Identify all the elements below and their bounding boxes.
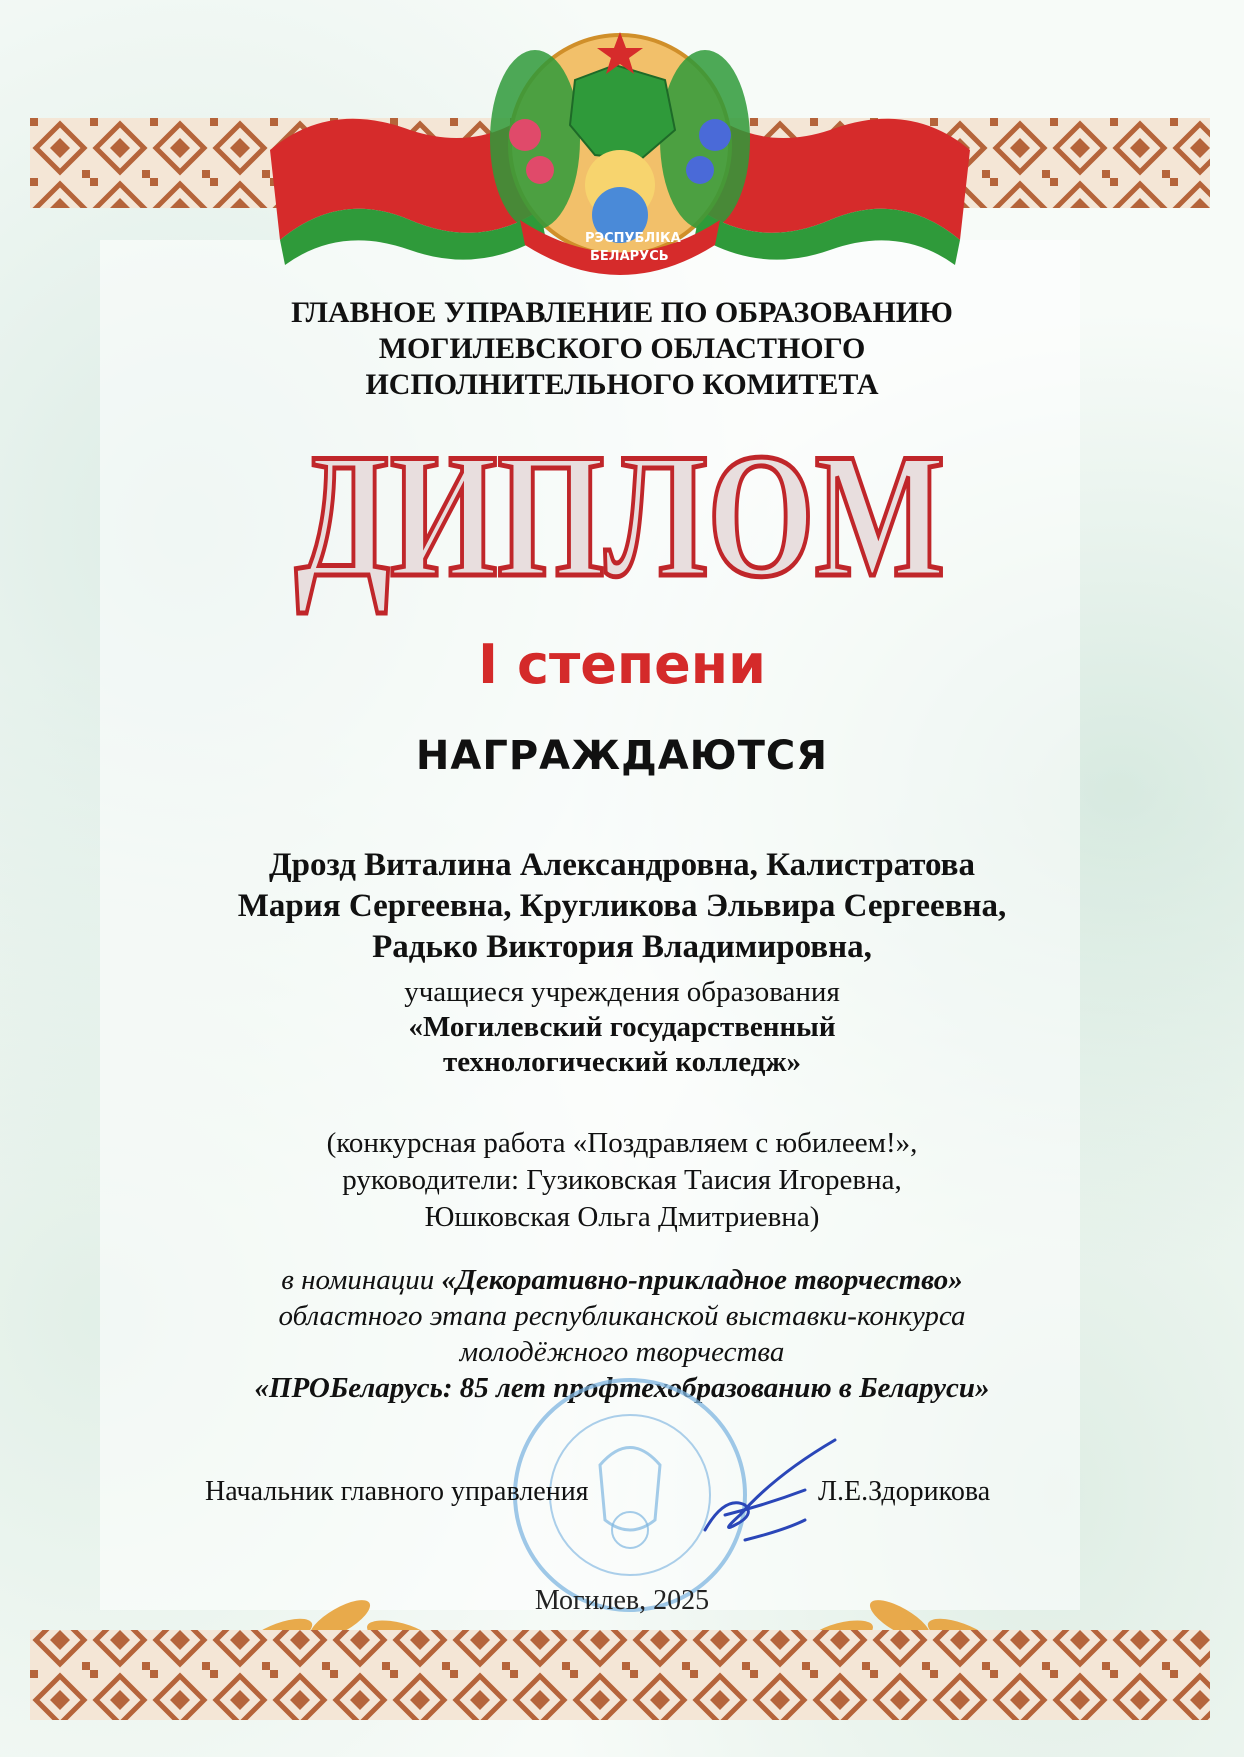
- recipients-line-1: Дрозд Виталина Александровна, Калистратова: [268, 847, 976, 883]
- recipients-line-3: Радько Виктория Владимировна,: [372, 929, 872, 965]
- awarded-label: НАГРАЖДАЮТСЯ: [415, 733, 829, 779]
- issuer-header: [0, 295, 1244, 403]
- institution: [0, 975, 1244, 1080]
- state-emblem: [270, 20, 970, 290]
- header-line-1: ГЛАВНОЕ УПРАВЛЕНИЕ ПО ОБРАЗОВАНИЮ: [291, 296, 953, 329]
- nomination-name: «Декоративно-прикладное творчество»: [441, 1264, 963, 1296]
- header-line-3: ИСПОЛНИТЕЛЬНОГО КОМИТЕТА: [365, 368, 879, 401]
- students-line-1: учащиеся учреждения образования: [404, 976, 840, 1008]
- degree-label: I степени: [478, 633, 766, 696]
- bottom-ornament-border: [30, 1610, 1210, 1720]
- work-line-2: руководители: Гузиковская Таисия Игоревна,: [342, 1164, 902, 1196]
- city-year: Могилев, 2025: [534, 1585, 710, 1616]
- signatory-name: Л.Е.Здорикова: [818, 1476, 991, 1507]
- work-line-1: (конкурсная работа «Поздравляем с юбилеем!»,: [326, 1127, 918, 1159]
- nomination-prefix: в номинации: [281, 1264, 442, 1296]
- diploma-title-text: ДИПЛОМ: [295, 416, 945, 614]
- ribbon-text-1: РЭСПУБЛІКА: [585, 231, 681, 246]
- recipients-line-2: Мария Сергеевна, Кругликова Эльвира Сергеевна,: [237, 888, 1007, 924]
- institution-line-1: «Могилевский государственный: [408, 1011, 836, 1043]
- nomination-line-2: областного этапа республиканской выставки-конкурса: [278, 1300, 966, 1332]
- diploma-title: [285, 416, 955, 614]
- institution-line-2: технологический колледж»: [442, 1046, 801, 1078]
- contest-name: «ПРОБеларусь: 85 лет профтехобразованию в Беларуси»: [254, 1372, 990, 1404]
- ribbon-text-2: БЕЛАРУСЬ: [590, 249, 669, 264]
- nomination-line-3: молодёжного творчества: [459, 1336, 785, 1368]
- header-line-2: МОГИЛЕВСКОГО ОБЛАСТНОГО: [378, 332, 866, 365]
- recipients: [0, 845, 1244, 968]
- work-line-3: Юшковская Ольга Дмитриевна): [424, 1201, 820, 1233]
- competition-work: [0, 1125, 1244, 1236]
- signatory-position: Начальник главного управления: [205, 1476, 589, 1507]
